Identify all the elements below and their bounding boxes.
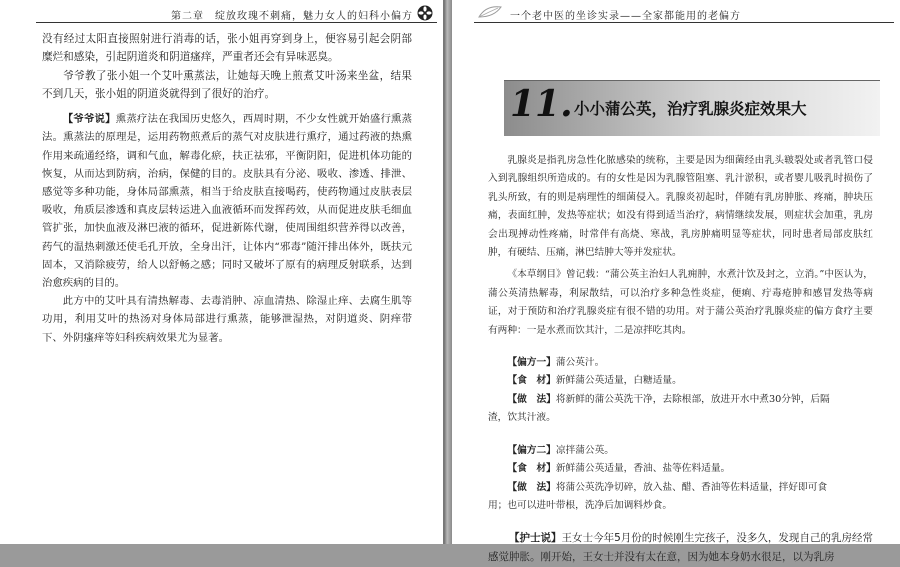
recipe-method: 将新鲜的蒲公英洗干净，去除根部，放进开水中煮30分钟，后隔 (555, 393, 830, 405)
right-page (452, 0, 900, 563)
ingredients-label: 【食 材】 (507, 375, 556, 387)
leaf-ornament-icon (476, 3, 504, 23)
nurse-says-label: 【护士说】 (509, 532, 562, 545)
section-number: 11. (510, 83, 573, 125)
recipe-ingredients: 新鲜蒲公英适量，白糖适量。 (555, 375, 682, 387)
recipe-label: 【偏方二】 (507, 444, 556, 456)
recipe-name-line (488, 442, 873, 460)
method-label: 【做 法】 (507, 393, 556, 405)
book-gutter (444, 0, 452, 544)
grandpa-says-text: 熏蒸疗法在我国历史悠久，西周时期，不少女性就开始盛行熏蒸法。熏蒸法的原理是，运用药物煎煮后的蒸气对皮肤进行熏疗，通过药液的热熏作用来疏通经络，调和气血，解毒化瘀，扶正祛邪，平衡阴阳，促进机体功能的恢复，从而达到防病，治病，保健的目的。皮肤具有分泌、吸收、渗透、排泄、感觉等多种功能，身体局部熏蒸，相当于给皮肤直接喝药，使药物通过皮肤表层吸收，角质层渗透和真皮层转运进入血液循环而发挥药效，从而促进皮肤毛细血管扩张，加快血液及淋巴液的循环，促进新陈代谢，使周围组织营养得以改善，药气的温热刺激还使毛孔开放，全身出汗，让体内“邪毒”随汗排出体外，既扶元固本，又消除疲劳，给人以舒畅之感；同时又破坏了原有的病理反射联系，达到治愈疾病的目的。 (42, 113, 413, 290)
ingredients-label: 【食 材】 (507, 463, 556, 475)
grandpa-says-label: 【爷爷说】 (62, 113, 116, 126)
body-paragraph: 《本草纲目》曾记载：“蒲公英主治妇人乳痈肿，水煮汁饮及封之，立消。”中医认为，蒲公英清热解毒，利尿散结，可以治疗多种急性炎症，便痢、疔毒疮肿和感冒发热等病证，对于预防和治疗乳腺炎症有很不错的功用。对于蒲公英治疗乳腺炎症的偏方食疗主要有两种：一是水煮而饮其汁，二是凉拌吃其肉。 (488, 269, 873, 336)
section-title: 小小蒲公英，治疗乳腺炎症效果大 (574, 100, 807, 118)
method-label: 【做 法】 (507, 481, 556, 493)
recipe-method-line (488, 391, 873, 409)
flower-ornament-icon (417, 5, 433, 21)
recipe-method-continued: 用；也可以进叶带根，洗净后加调料炒食。 (488, 499, 673, 511)
recipe-ingredients-line (488, 460, 873, 478)
recipe-name: 凉拌蒲公英。 (555, 444, 614, 456)
section-title-band (504, 80, 880, 136)
recipe-name-line (488, 354, 873, 372)
body-paragraph: 没有经过太阳直接照射进行消毒的话，张小姐再穿到身上，便容易引起会阴部糜烂和感染，引起阴道炎和阴道瘙痒，严重者还会有异味恶臭。 (42, 33, 412, 64)
nurse-says-text: 王女士今年5月份的时候刚生完孩子，没多久，发现自己的乳房经常感觉肿胀。刚开始，王女士并没有太在意，因为她本身奶水很足，以为乳房 (488, 532, 873, 563)
recipe-one (488, 354, 873, 428)
body-paragraph: 乳腺炎是指乳房急性化脓感染的统称，主要是因为细菌经由乳头皲裂处或者乳管口侵入到乳腺组织所造成的。有的女性是因为乳腺管阻塞、乳汁淤积，或者婴儿吸乳时损伤了乳头所致，有的则是病理性的细菌侵入。乳腺炎初起时，伴随有乳房肿胀、疼痛，肿块压痛，表面红肿，发热等症状；如没有得到适当治疗，病情继续发展，则症状会加重，乳房会出现搏动性疼痛，时常伴有高烧、寒战，乳房肿痛明显等症状，同时患者局部皮肤红肿，有硬结、压痛，淋巴结肿大等并发症状。 (488, 155, 873, 259)
nurse-says-paragraph (488, 529, 873, 566)
running-head-right: 一个老中医的坐诊实录——全家都能用的老偏方 (510, 11, 741, 22)
left-page (0, 0, 444, 544)
header-rule (474, 22, 894, 23)
recipe-ingredients: 新鲜蒲公英适量，香油、盐等佐料适量。 (555, 463, 731, 475)
header-rule (36, 22, 437, 23)
right-page-body (488, 152, 873, 567)
grandpa-says-paragraph (42, 110, 412, 292)
recipe-method-line (488, 479, 873, 497)
running-head-left: 第二章 绽放玫瑰不刺痛，魅力女人的妇科小偏方 (171, 11, 413, 22)
recipe-method-continued: 渣，饮其汁液。 (488, 412, 556, 424)
body-paragraph: 爷爷教了张小姐一个艾叶熏蒸法，让她每天晚上煎煮艾叶汤来坐盆，结果不到几天，张小姐的阴道炎就得到了很好的治疗。 (42, 69, 412, 100)
recipe-method: 将蒲公英洗净切碎，放入盐、醋、香油等佐料适量，拌好即可食 (555, 481, 828, 493)
recipe-two (488, 442, 873, 516)
recipe-name: 蒲公英汁。 (555, 357, 605, 369)
recipe-label: 【偏方一】 (507, 357, 556, 369)
body-paragraph: 此方中的艾叶具有清热解毒、去毒消肿、凉血清热、除湿止痒、去腐生肌等功用，利用艾叶的热汤对身体局部进行熏蒸，能够泄湿热，对阴道炎、阴痒带下、外阴瘙痒等妇科疾病效果尤为显著。 (42, 295, 412, 344)
recipe-ingredients-line (488, 372, 873, 390)
left-page-body (42, 30, 412, 347)
